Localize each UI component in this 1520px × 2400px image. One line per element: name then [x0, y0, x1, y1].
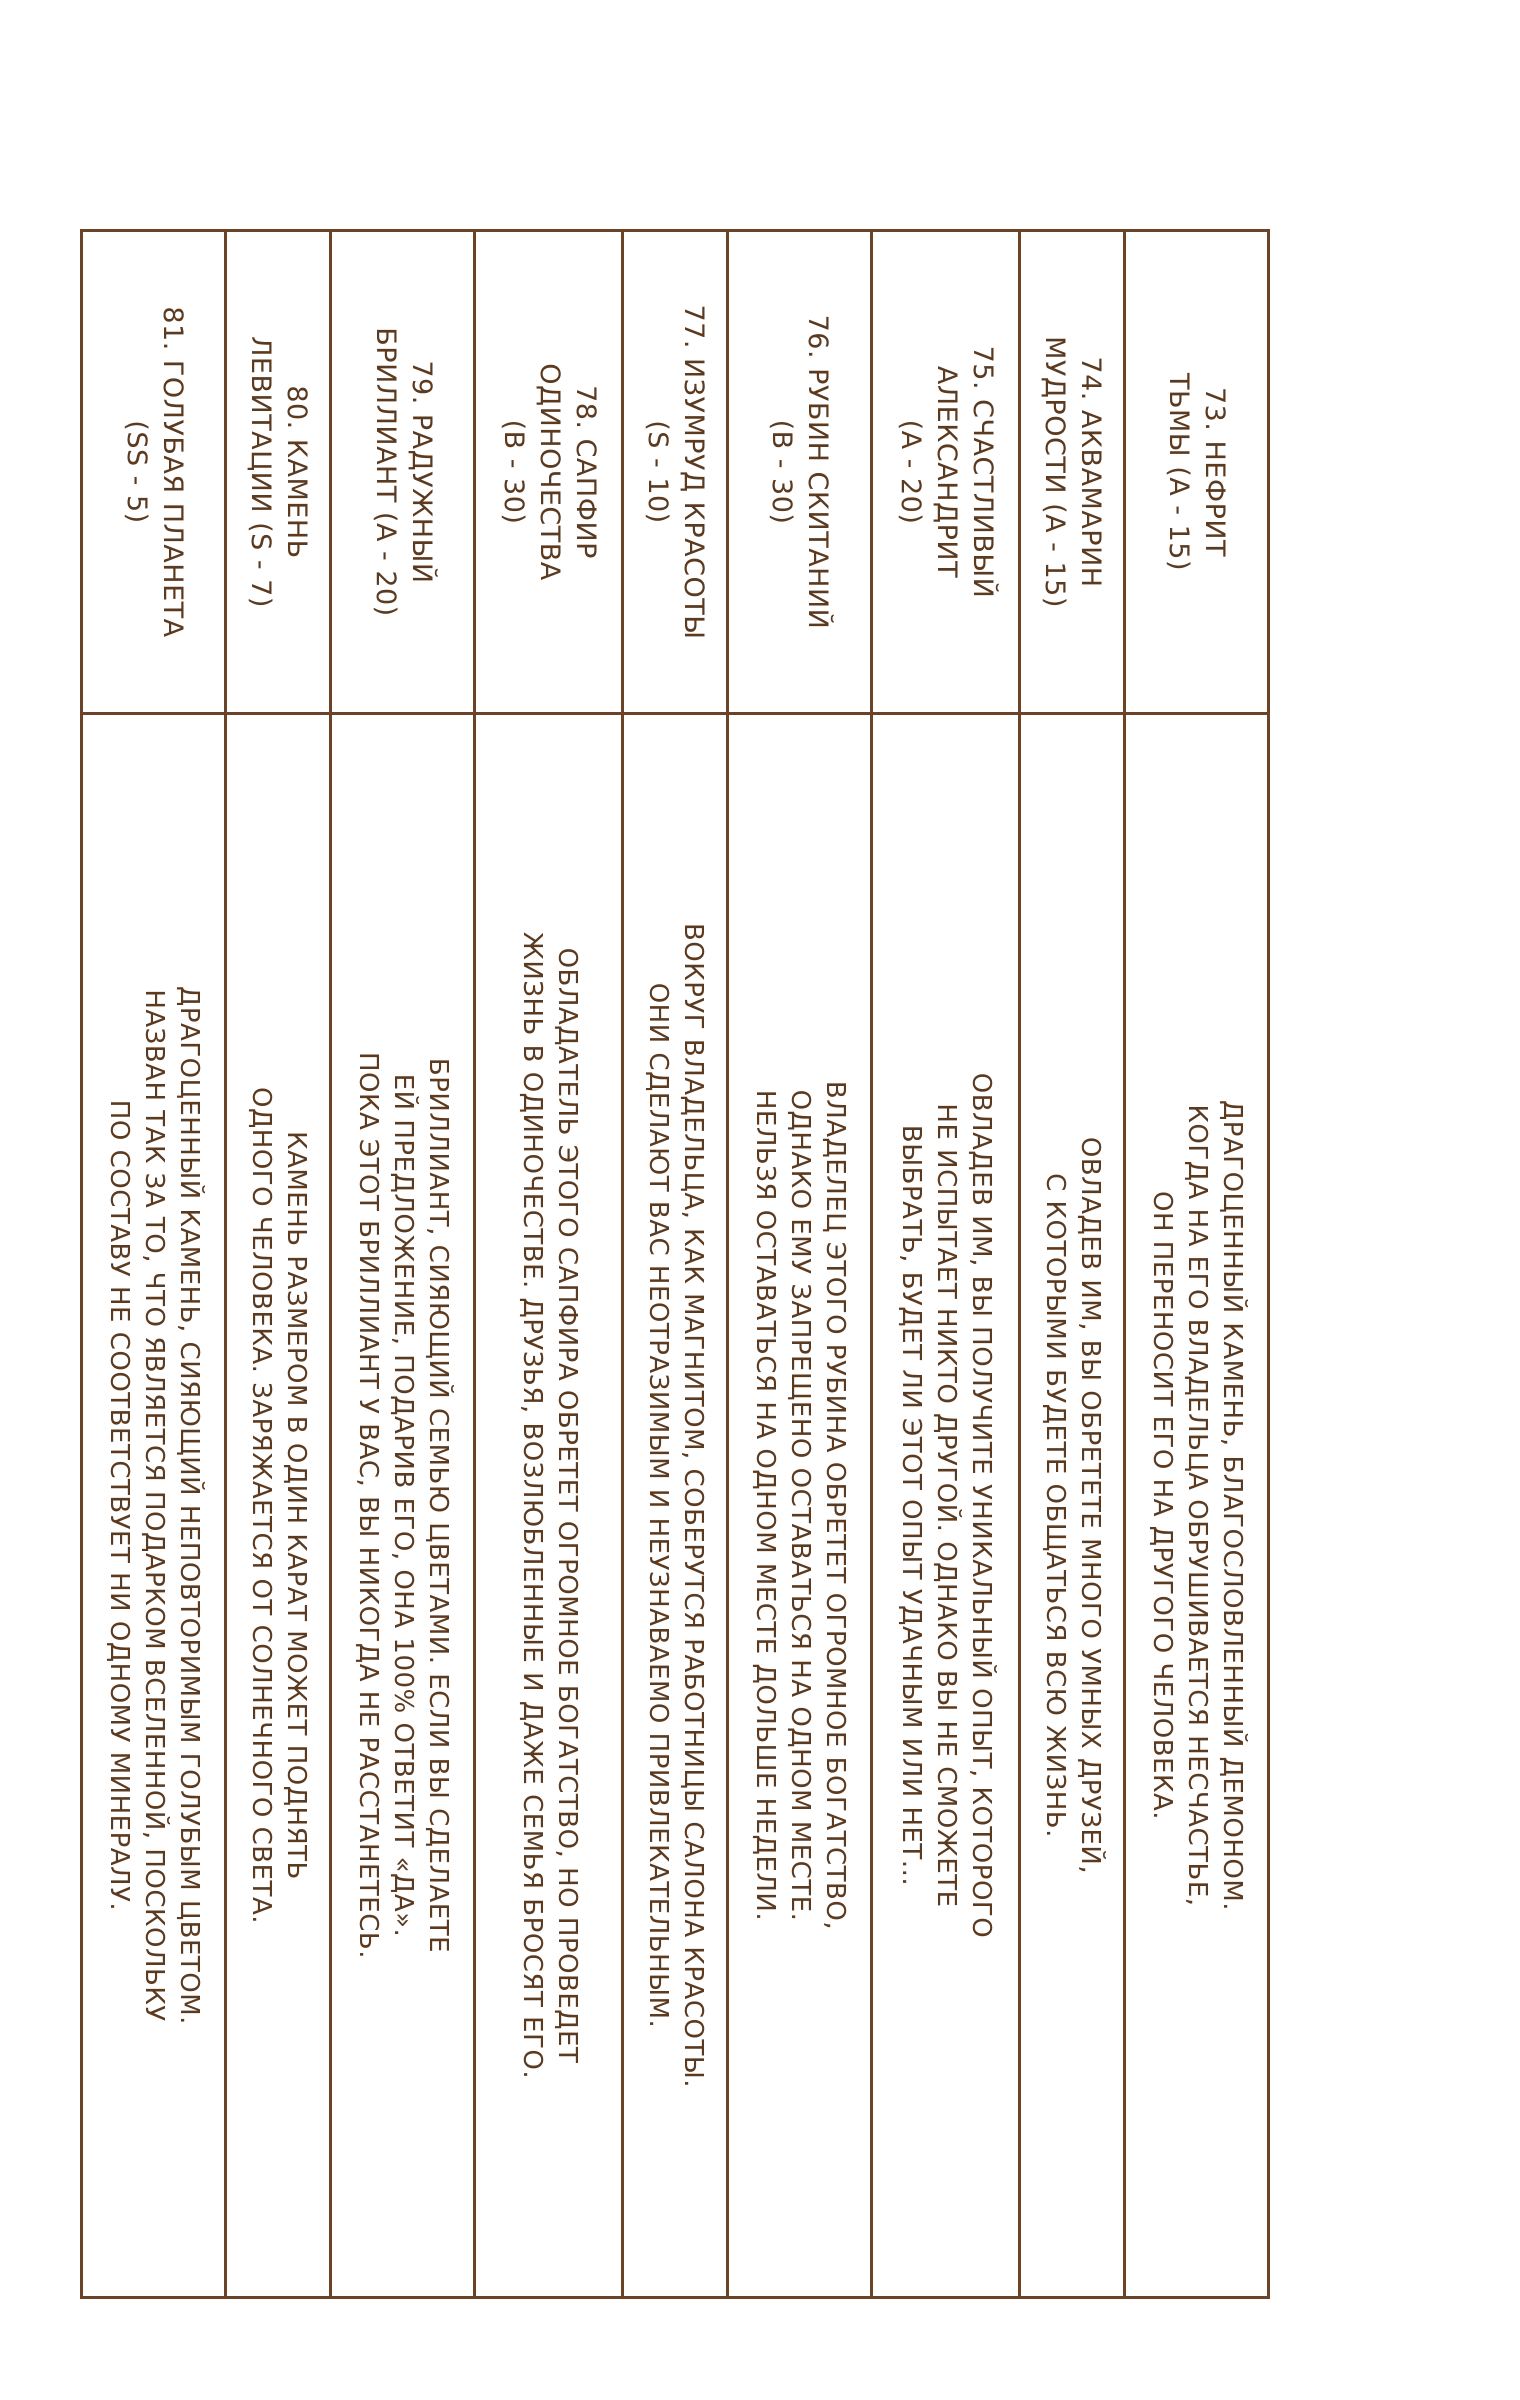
- table-row: [872, 231, 1020, 2298]
- gem-description-cell: [1020, 714, 1125, 2298]
- gem-name-cell: [475, 231, 623, 714]
- gem-name: 76. РУБИН СКИТАНИЙ (B - 30): [766, 314, 834, 630]
- gem-description-cell: [727, 714, 871, 2298]
- gem-description: ДРАГОЦЕННЫЙ КАМЕНЬ, СИЯЮЩИЙ НЕПОВТОРИМЫМ ГОЛУБЫМ ЦВЕТОМ. НАЗВАН ТАК ЗА ТО, ЧТО ЯВЛЯЕТСЯ ПОДАРКОМ ВСЕЛЕННОЙ, ПОСКОЛЬКУ ПО СОСТАВУ НЕ СООТВЕТСТВУЕТ НИ ОДНОМУ МИНЕРАЛУ.: [104, 986, 205, 2025]
- gem-name: 78. САПФИР ОДИНОЧЕСТВА (B - 30): [497, 363, 601, 581]
- table-row: [623, 231, 728, 2298]
- table-row: [226, 231, 331, 2298]
- gem-description: КАМЕНЬ РАЗМЕРОМ В ОДИН КАРАТ МОЖЕТ ПОДНЯТЬ ОДНОГО ЧЕЛОВЕКА. ЗАРЯЖАЕТСЯ ОТ СОЛНЕЧНОГО СВЕТА.: [246, 1086, 312, 1924]
- gem-name-cell: [1020, 231, 1125, 714]
- gem-description-cell: [1124, 714, 1268, 2298]
- table-row: [330, 231, 474, 2298]
- gem-name-cell: [226, 231, 331, 714]
- gem-description-cell: [82, 714, 226, 2298]
- gem-name: 80. КАМЕНЬ ЛЕВИТАЦИИ (S - 7): [245, 336, 313, 608]
- gem-name-cell: [82, 231, 226, 714]
- gem-name: 75. СЧАСТЛИВЫЙ АЛЕКСАНДРИТ (A - 20): [894, 345, 998, 599]
- gem-description-cell: [623, 714, 728, 2298]
- gem-name-cell: [623, 231, 728, 714]
- gem-name: 81. ГОЛУБАЯ ПЛАНЕТА (SS - 5): [120, 306, 188, 638]
- table-row: [727, 231, 871, 2298]
- table-row: [1124, 231, 1268, 2298]
- gem-name-cell: [330, 231, 474, 714]
- gem-name: 73. НЕФРИТ ТЬМЫ (A - 15): [1163, 372, 1231, 572]
- gem-name: 79. РАДУЖНЫЙ БРИЛЛИАНТ (A - 20): [369, 327, 437, 617]
- gem-description: ОВЛАДЕВ ИМ, ВЫ ПОЛУЧИТЕ УНИКАЛЬНЫЙ ОПЫТ, КОТОРОГО НЕ ИСПЫТАЕТ НИКТО ДРУГОЙ. ОДНАКО ВЫ НЕ СМОЖЕТЕ ВЫБРАТЬ, БУДЕТ ЛИ ЭТОТ ОПЫТ УДАЧНЫМ ИЛИ НЕТ...: [896, 1072, 997, 1939]
- gem-description-cell: [475, 714, 623, 2298]
- table-row: [1020, 231, 1125, 2298]
- gem-description: ОВЛАДЕВ ИМ, ВЫ ОБРЕТЕТЕ МНОГО УМНЫХ ДРУЗЕЙ, С КОТОРЫМИ БУДЕТЕ ОБЩАТЬСЯ ВСЮ ЖИЗНЬ.: [1039, 1136, 1105, 1875]
- gem-description-cell: [330, 714, 474, 2298]
- gem-name-cell: [727, 231, 871, 714]
- gem-name: 77. ИЗУМРУД КРАСОТЫ (S - 10): [642, 304, 710, 640]
- gem-description-cell: [226, 714, 331, 2298]
- gem-description-cell: [872, 714, 1020, 2298]
- gem-name-cell: [872, 231, 1020, 714]
- gem-description: БРИЛЛИАНТ, СИЯЮЩИЙ СЕМЬЮ ЦВЕТАМИ. ЕСЛИ ВЫ СДЕЛАЕТЕ ЕЙ ПРЕДЛОЖЕНИЕ, ПОДАРИВ ЕГО, ОНА 100% ОТВЕТИТ «ДА». ПОКА ЭТОТ БРИЛЛИАНТ У ВАС, ВЫ НИКОГДА НЕ РАССТАНЕТЕСЬ.: [353, 1051, 454, 1959]
- gem-description: ВЛАДЕЛЕЦ ЭТОГО РУБИНА ОБРЕТЕТ ОГРОМНОЕ БОГАТСТВО, ОДНАКО ЕМУ ЗАПРЕЩЕНО ОСТАВАТЬСЯ НА ОДНОМ МЕСТЕ. НЕЛЬЗЯ ОСТАВАТЬСЯ НА ОДНОМ МЕСТЕ ДОЛЬШЕ НЕДЕЛИ.: [749, 1080, 850, 1931]
- table-row: [82, 231, 226, 2298]
- gem-table: [80, 229, 1270, 2299]
- rotated-table-container: [80, 229, 1270, 2299]
- gem-description: ДРАГОЦЕННЫЙ КАМЕНЬ, БЛАГОСЛОВЛЕННЫЙ ДЕМОНОМ. КОГДА НА ЕГО ВЛАДЕЛЬЦА ОБРУШИВАЕТСЯ НЕСЧАСТЬЕ, ОН ПЕРЕНОСИТ ЕГО НА ДРУГОГО ЧЕЛОВЕКА.: [1146, 1099, 1247, 1912]
- gem-description: ОБЛАДАТЕЛЬ ЭТОГО САПФИРА ОБРЕТЕТ ОГРОМНОЕ БОГАТСТВО, НО ПРОВЕДЕТ ЖИЗНЬ В ОДИНОЧЕСТВЕ. ДРУЗЬЯ, ВОЗЛЮБЛЕННЫЕ И ДАЖЕ СЕМЬЯ БРОСЯТ ЕГО.: [516, 931, 582, 2080]
- gem-description: ВОКРУГ ВЛАДЕЛЬЦА, КАК МАГНИТОМ, СОБЕРУТСЯ РАБОТНИЦЫ САЛОНА КРАСОТЫ. ОНИ СДЕЛАЮТ ВАС НЕОТРАЗИМЫМ И НЕУЗНАВАЕМО ПРИВЛЕКАТЕЛЬНЫМ.: [643, 922, 709, 2089]
- gem-name-cell: [1124, 231, 1268, 714]
- table-row: [475, 231, 623, 2298]
- gem-name: 74. АКВАМАРИН МУДРОСТИ (A - 15): [1038, 336, 1106, 608]
